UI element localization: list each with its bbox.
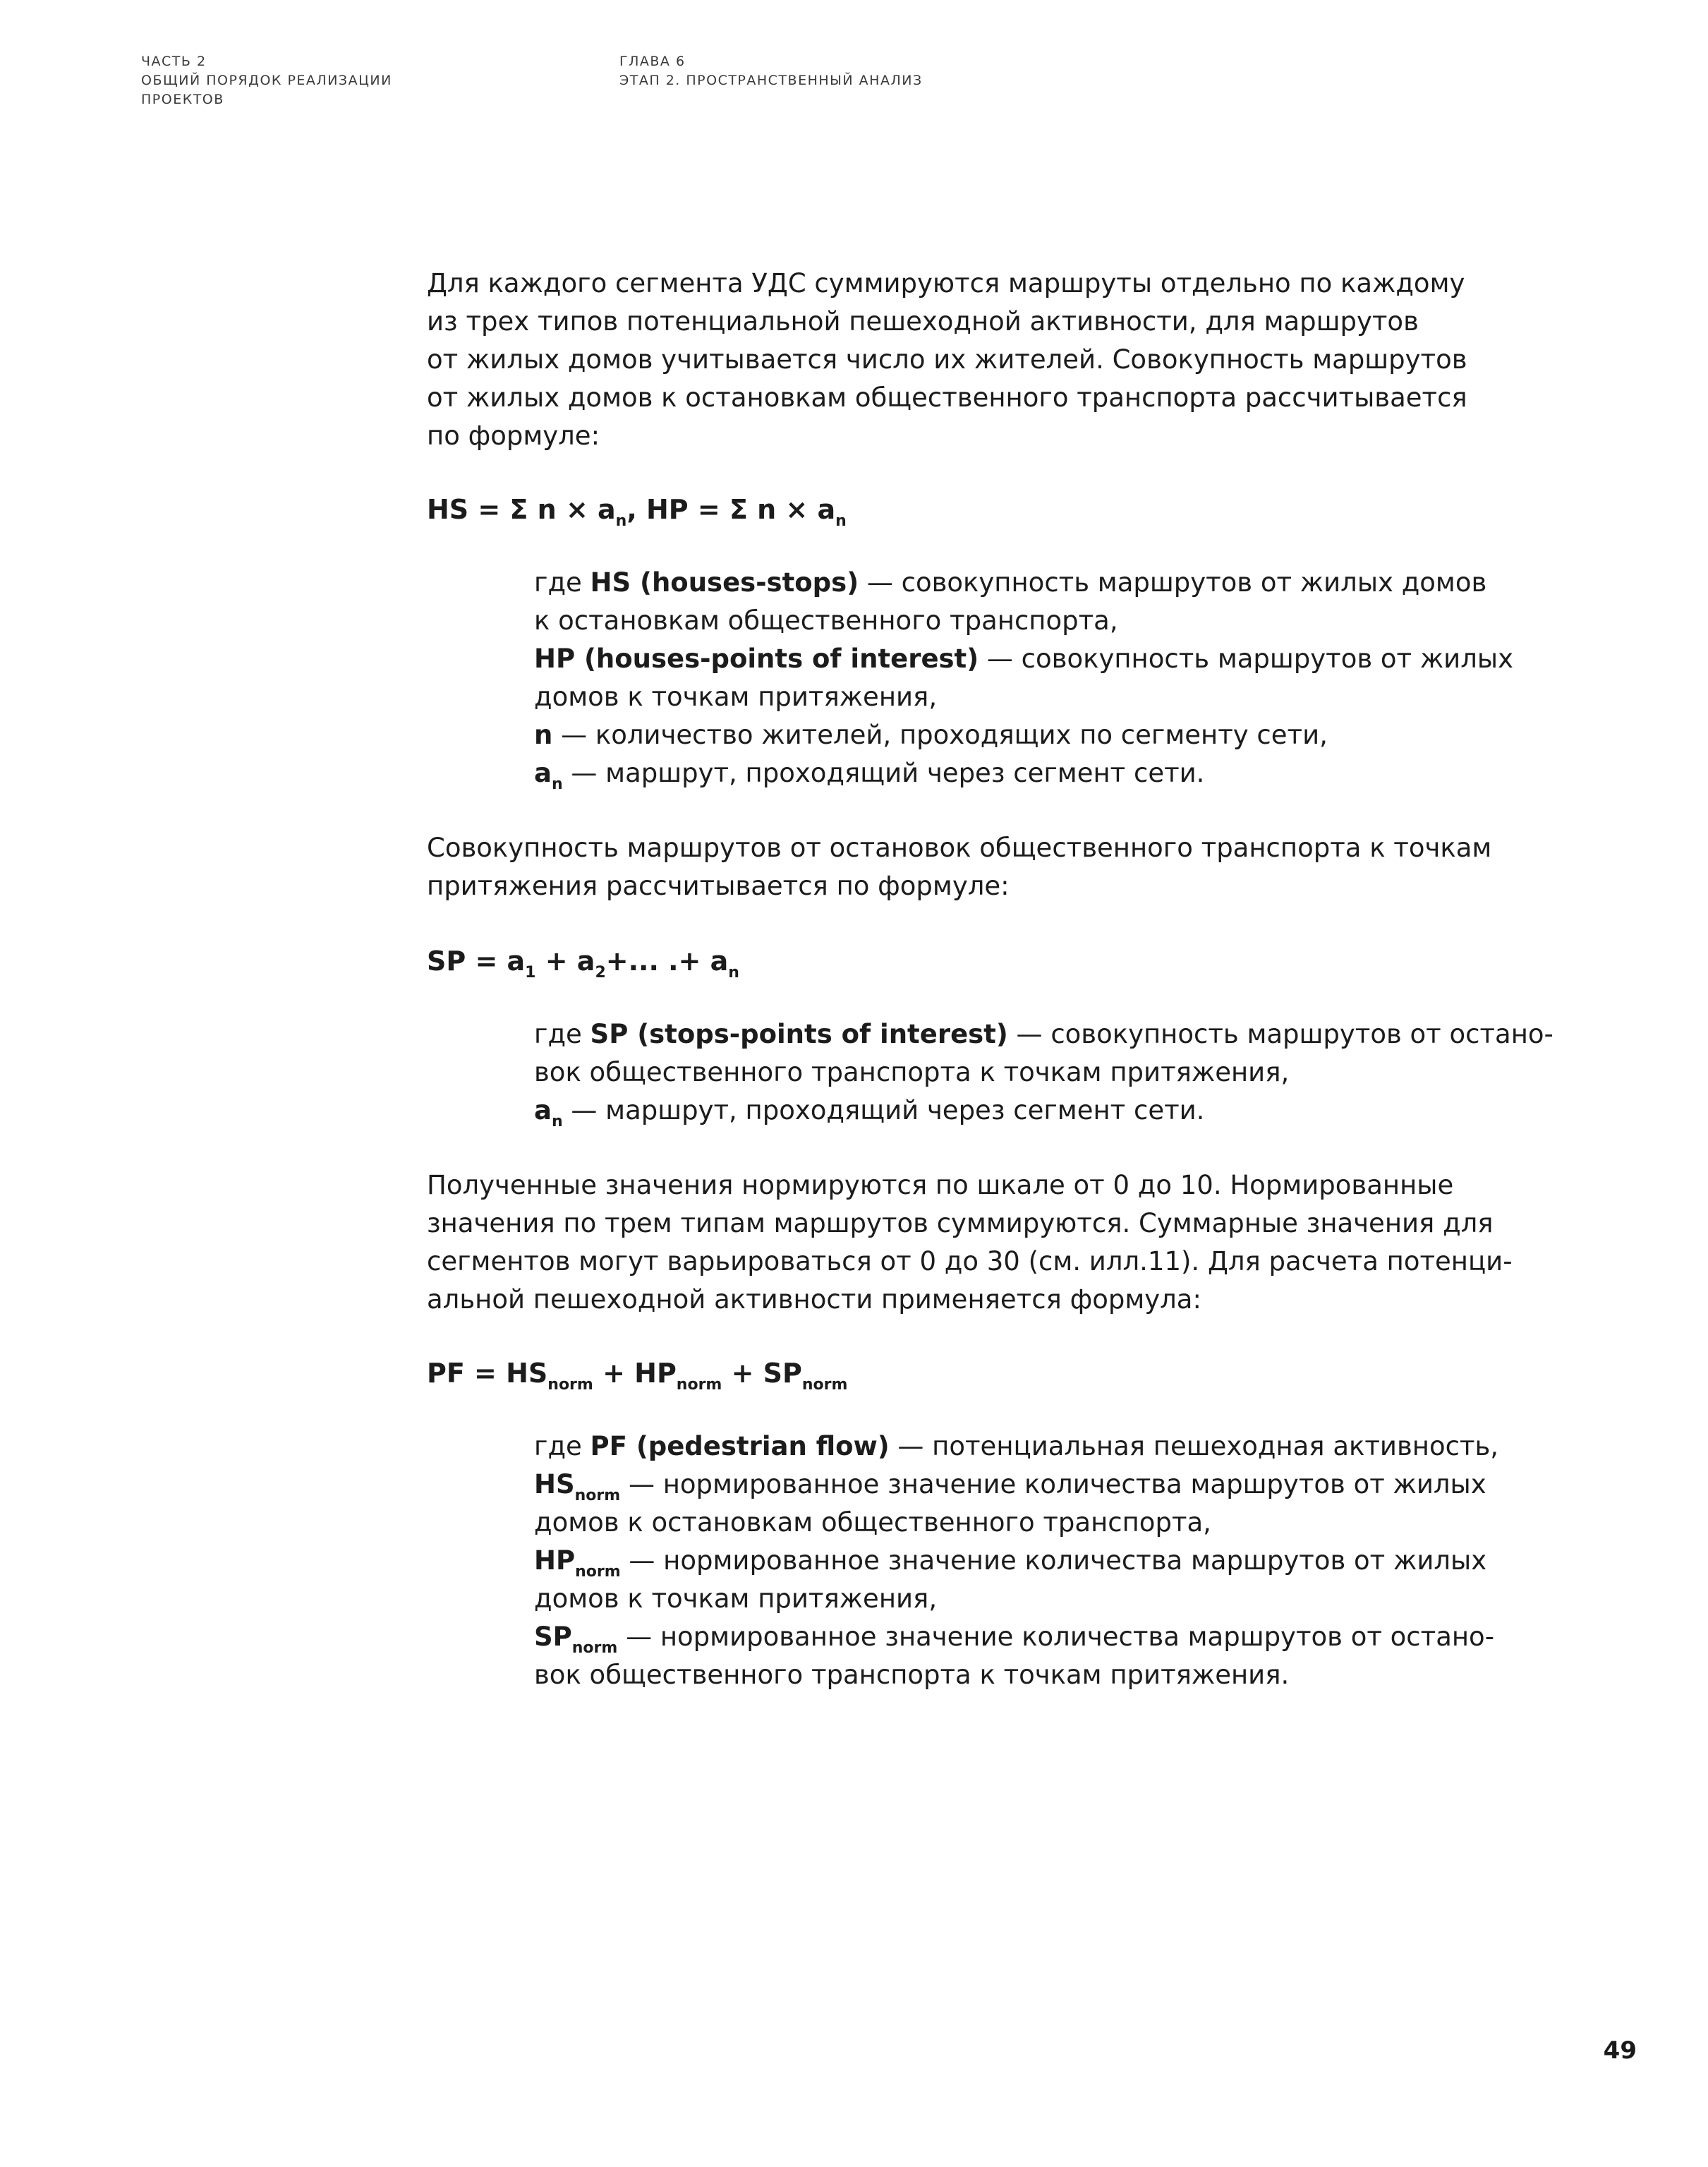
definition-text: — совокупность маршрутов от остано- — [1007, 1019, 1553, 1049]
definition-an — [534, 754, 1527, 792]
definition-text: — нормированное значение количества маршрутов от жилых — [620, 1545, 1487, 1576]
definition-text: — нормированное значение количества маршрутов от остано- — [617, 1622, 1495, 1652]
paragraph-line: от жилых домов к остановкам общественного транспорта рассчитывается — [427, 382, 1467, 413]
header-chapter-title: ЭТАП 2. ПРОСТРАНСТВЕННЫЙ АНАЛИЗ — [619, 73, 923, 88]
definition-hp-norm — [534, 1542, 1527, 1618]
paragraph-line: значения по трем типам маршрутов суммируются. Суммарные значения для — [427, 1208, 1494, 1238]
formula-part: + a — [535, 946, 595, 977]
definition-term: PF (pedestrian flow) — [590, 1431, 890, 1461]
paragraph-line: Для каждого сегмента УДС суммируются маршруты отдельно по каждому — [427, 268, 1465, 298]
page-body — [427, 265, 1553, 1694]
definition-text: домов к остановкам общественного транспорта, — [534, 1507, 1211, 1538]
definition-term: a — [534, 758, 552, 788]
paragraph-line: Совокупность маршрутов от остановок общественного транспорта к точкам — [427, 833, 1492, 863]
formula-subscript: norm — [801, 1376, 848, 1394]
formula-subscript: n — [615, 512, 627, 530]
definition-prefix: где — [534, 1431, 590, 1461]
definition-subscript: norm — [574, 1487, 621, 1504]
formula-subscript: 1 — [525, 964, 536, 982]
header-chapter-number: ГЛАВА 6 — [619, 54, 686, 69]
formula-hs: HS = Σ n × a — [427, 494, 616, 525]
formula-subscript: norm — [547, 1376, 593, 1394]
definition-text: — количество жителей, проходящих по сегменту сети, — [552, 720, 1328, 750]
header-part-title-line-2: ПРОЕКТОВ — [141, 92, 224, 107]
definition-text: — потенциальная пешеходная активность, — [889, 1431, 1499, 1461]
definition-prefix: где — [534, 567, 590, 598]
header-part-title-line-1: ОБЩИЙ ПОРЯДОК РЕАЛИЗАЦИИ — [141, 73, 392, 88]
definition-text: — маршрут, проходящий через сегмент сети. — [562, 1095, 1205, 1125]
definition-sp-norm — [534, 1618, 1527, 1694]
definition-text: вок общественного транспорта к точкам притяжения, — [534, 1057, 1290, 1087]
definition-hs — [534, 564, 1527, 640]
paragraph-normalization — [427, 1166, 1527, 1319]
definition-term: HP (houses-points of interest) — [534, 644, 979, 674]
definition-pf — [534, 1427, 1527, 1466]
definition-term: HS (houses-stops) — [590, 567, 859, 598]
definition-text: домов к точкам притяжения, — [534, 1583, 938, 1614]
definition-subscript: norm — [575, 1563, 621, 1581]
definition-sp — [534, 1015, 1553, 1092]
formula-part: PF = HS — [427, 1358, 548, 1389]
paragraph-line: по формуле: — [427, 421, 600, 451]
definition-text: — нормированное значение количества маршрутов от жилых — [620, 1469, 1486, 1499]
paragraph-line: из трех типов потенциальной пешеходной активности, для маршрутов — [427, 306, 1419, 337]
definition-term: n — [534, 720, 553, 750]
formula-separator: , — [626, 494, 646, 525]
definition-term: SP — [534, 1622, 572, 1652]
running-header-chapter — [619, 52, 923, 90]
definition-text: — маршрут, проходящий через сегмент сети. — [562, 758, 1205, 788]
definition-an — [534, 1092, 1527, 1130]
paragraph-line: от жилых домов учитывается число их жителей. Совокупность маршрутов — [427, 344, 1467, 375]
definitions-pf — [534, 1427, 1527, 1694]
definition-prefix: где — [534, 1019, 590, 1049]
definition-term: HS — [534, 1469, 575, 1499]
paragraph-line: сегментов могут варьироваться от 0 до 30 (см. илл.11). Для расчета потенци- — [427, 1246, 1513, 1276]
running-header-part — [141, 52, 392, 109]
formula-hp: HP = Σ n × a — [646, 494, 836, 525]
definition-subscript: norm — [571, 1639, 618, 1657]
definition-term: SP (stops-points of interest) — [590, 1019, 1008, 1049]
formula-subscript: n — [728, 964, 739, 982]
formula-hs-hp — [427, 490, 1527, 529]
page-number: 49 — [1603, 2036, 1637, 2065]
formula-part: +... .+ a — [605, 946, 729, 977]
paragraph-line: Полученные значения нормируются по шкале от 0 до 10. Нормированные — [427, 1170, 1454, 1200]
paragraph-routes-intro — [427, 265, 1527, 455]
definition-text: — совокупность маршрутов от жилых — [979, 644, 1513, 674]
formula-part: + SP — [722, 1358, 802, 1389]
paragraph-stops-routes — [427, 829, 1527, 905]
definition-text: вок общественного транспорта к точкам притяжения. — [534, 1660, 1290, 1690]
header-part-number: ЧАСТЬ 2 — [141, 54, 207, 69]
definition-text: домов к точкам притяжения, — [534, 682, 938, 712]
paragraph-line: притяжения рассчитывается по формуле: — [427, 871, 1010, 901]
definition-n — [534, 716, 1527, 754]
definition-term: HP — [534, 1545, 576, 1576]
formula-sp — [427, 942, 1527, 980]
definition-hp — [534, 640, 1527, 716]
formula-part: + HP — [593, 1358, 677, 1389]
formula-subscript: norm — [676, 1376, 722, 1394]
definitions-sp — [534, 1015, 1553, 1130]
formula-subscript: n — [835, 512, 847, 530]
paragraph-line: альной пешеходной активности применяется формула: — [427, 1284, 1201, 1315]
formula-pf — [427, 1354, 1527, 1392]
definition-text: — совокупность маршрутов от жилых домов — [859, 567, 1487, 598]
formula-subscript: 2 — [595, 964, 606, 982]
definition-subscript: n — [551, 775, 563, 793]
definition-term: a — [534, 1095, 552, 1125]
definition-subscript: n — [551, 1113, 563, 1130]
definition-hs-norm — [534, 1466, 1527, 1542]
formula-part: SP = a — [427, 946, 526, 977]
definitions-hs-hp — [534, 564, 1527, 792]
definition-text: к остановкам общественного транспорта, — [534, 605, 1118, 636]
